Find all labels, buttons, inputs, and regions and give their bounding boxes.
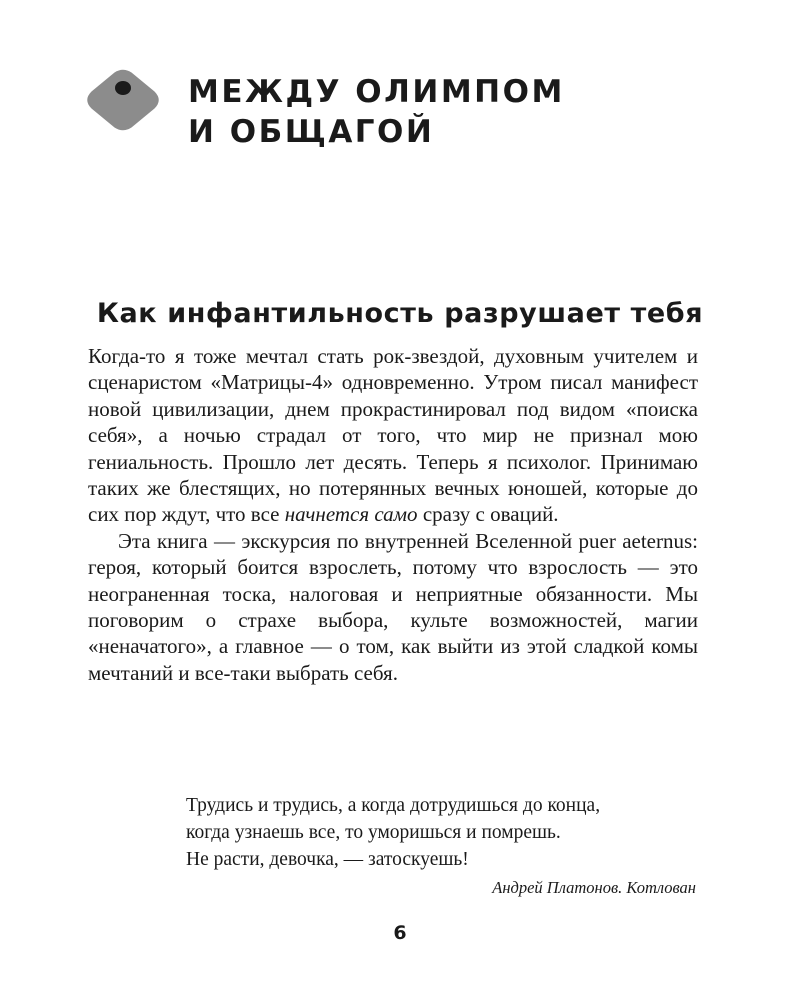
epigraph-line-1: Трудись и трудись, а когда дотрудишься до конца, [186,795,601,816]
section-heading: Как инфантильность разрушает тебя [96,298,704,329]
chapter-marker-icon [86,68,160,132]
paragraph-2: Эта книга — экскурсия по внутренней Вселенной puer aeternus: героя, который боится взрослеть, потому что взрослость — это неограненная тоска, налоговая и неприятные обязанности. Мы поговорим о страхе выбора, культе возможностей, магии «неначатого», а главное — о том, как выйти из этой сладкой комы мечтаний и все-таки выбрать себя. [88,528,698,685]
chapter-title-line1: МЕЖДУ ОЛИМПОМ [188,74,565,110]
chapter-title [188,72,565,152]
paragraph-1-ending: сразу с оваций. [417,502,559,527]
epigraph-attribution: Андрей Платонов. Котлован [492,878,696,897]
marker-diamond-shape [87,70,159,131]
epigraph-line-2: когда узнаешь все, то уморишься и помрешь. [186,822,561,843]
page-number: 6 [393,922,407,944]
chapter-title-line2: И ОБЩАГОЙ [188,114,435,150]
marker-dot [115,81,131,95]
epigraph-line-3: Не расти, девочка, — затоскуешь! [186,849,469,870]
epigraph [186,792,696,901]
paragraph-1-emphasis: начнется само [284,502,418,527]
paragraph-1 [88,343,698,528]
body-text [88,343,698,686]
paragraph-1-text: Когда-то я тоже мечтал стать рок-звездой, духовным учителем и сценаристом «Матрицы-4» одновременно. Утром писал манифест новой цивилизации, днем прокрастинировал под видом «поиска себя», а ночью страдал от того, что мир не признал мою гениальность. Прошло лет десять. Теперь я психолог. Принимаю таких же блестящих, но потерянных вечных юношей, которые до сих пор ждут, что все [88,344,698,527]
